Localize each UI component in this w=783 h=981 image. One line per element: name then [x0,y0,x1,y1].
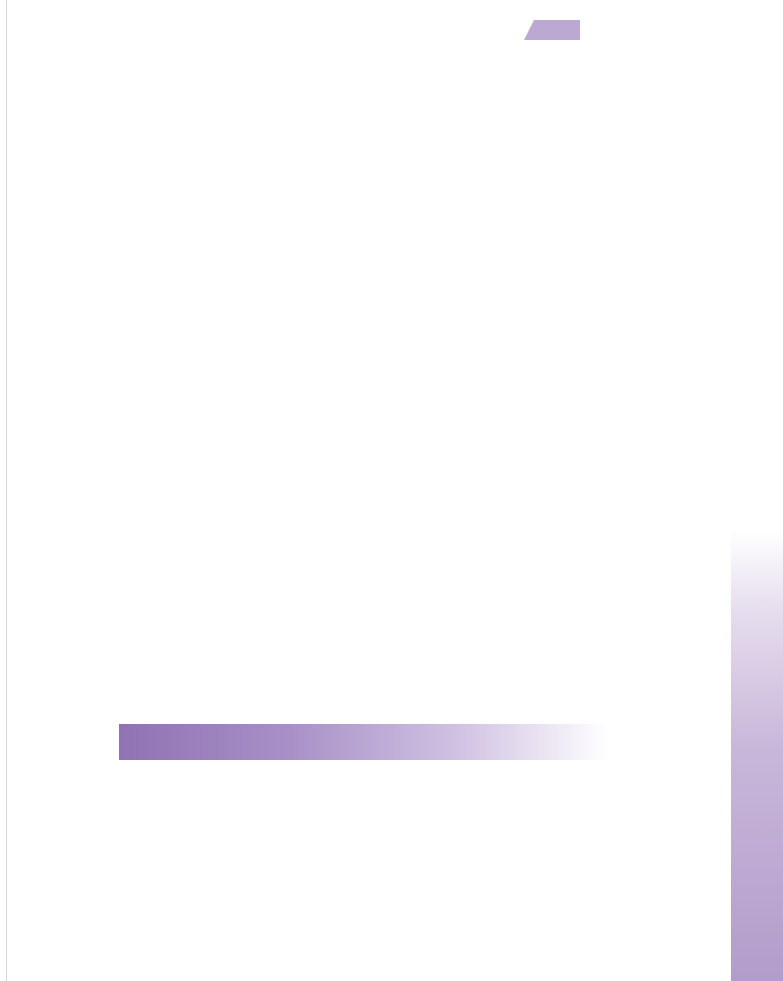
header-mulu-label [535,20,583,40]
left-border-line [6,0,7,981]
part-four-banner [119,724,609,760]
side-color-band [731,530,783,981]
